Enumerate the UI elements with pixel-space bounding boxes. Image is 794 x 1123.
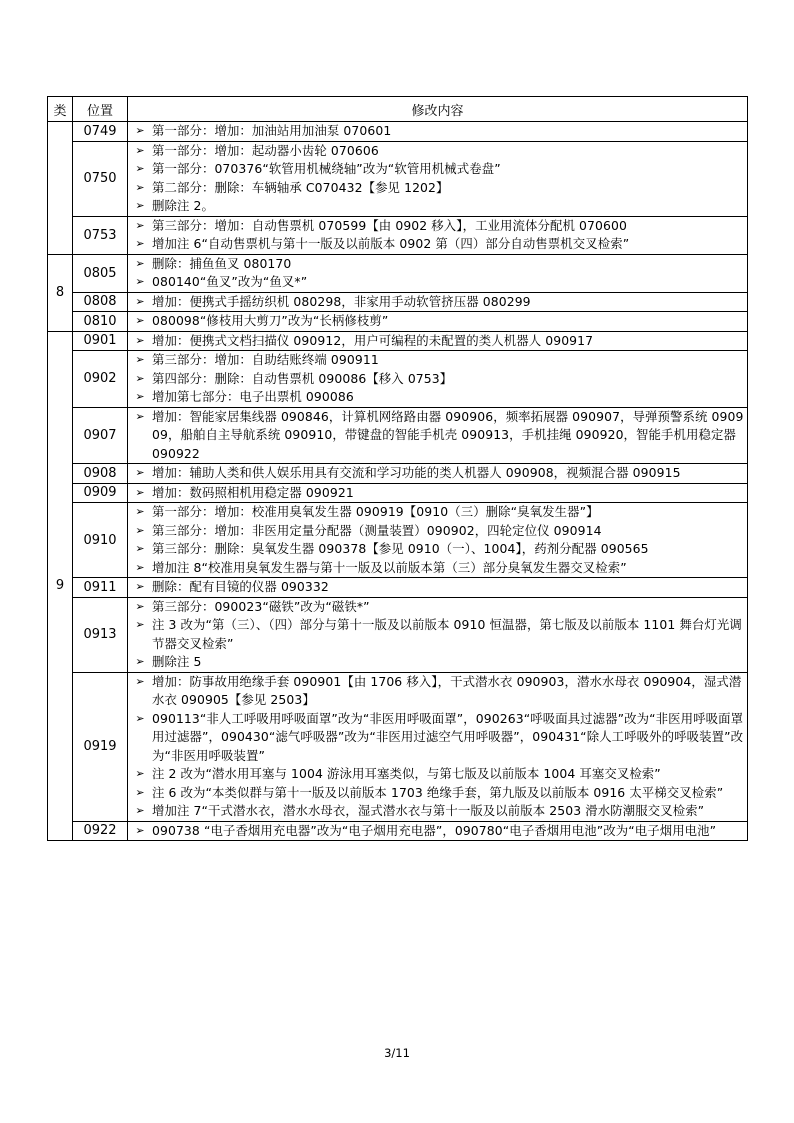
amendment-text: 增加：便携式文档扫描仪 090912，用户可编程的未配置的类人机器人 090917 (152, 332, 594, 348)
list-item (128, 653, 747, 672)
amendment-text: 第三部分：删除：臭氧发生器 090378【参见 0910（一）、1004】，药剂分配器 090565 (152, 541, 649, 556)
position-cell: 0913 (73, 597, 128, 672)
position-cell: 0911 (73, 578, 128, 598)
table-row (48, 503, 748, 578)
position-cell: 0753 (73, 216, 128, 254)
content-cell (128, 821, 748, 841)
content-cell (128, 254, 748, 292)
amendment-text: 增加：智能家居集线器 090846，计算机网络路由器 090906，频率拓展器 090907，导弹预警系统 090909，船舶自主导航系统 090910，带键盘的智能手机壳 090913，手机挂绳 090920，智能手机用稳定器 090922 (152, 408, 744, 461)
table-row (48, 141, 748, 216)
header-position: 位置 (73, 97, 128, 122)
content-cell (128, 351, 748, 408)
list-item (128, 388, 747, 407)
class-number-cell (48, 122, 73, 255)
amendment-text: 第四部分：删除：自动售票机 090086【移入 0753】 (152, 370, 453, 386)
table-row (48, 351, 748, 408)
list-item (128, 503, 747, 522)
list-item (128, 598, 747, 617)
amendment-text: 增加：防事故用绝缘手套 090901【由 1706 移入】，干式潜水衣 090903，潜水水母衣 090904，湿式潜水衣 090905【参见 2503】 (152, 673, 742, 707)
list-item (128, 802, 747, 821)
arrow-bullet-icon: ➢ (135, 143, 145, 157)
amendment-text: 注 6 改为“本类似群与第十一版及以前版本 1703 绝缘手套，第九版及以前版本 0916 太平梯交叉检索” (152, 784, 724, 800)
list-item (128, 616, 747, 653)
list-item (128, 312, 747, 331)
table-row (48, 672, 748, 821)
amendment-text: 增加：数码照相机用稳定器 090921 (152, 484, 354, 500)
amendment-text: 090738 “电子香烟用充电器”改为“电子烟用充电器”，090780“电子香烟用电池”改为“电子烟用电池” (152, 822, 717, 838)
arrow-bullet-icon: ➢ (135, 256, 145, 270)
list-item (128, 179, 747, 198)
arrow-bullet-icon: ➢ (135, 804, 145, 817)
content-cell (128, 597, 748, 672)
list-item (128, 351, 747, 370)
amendment-text: 第三部分：增加：自助结账终端 090911 (152, 352, 379, 367)
list-item (128, 559, 747, 578)
position-cell: 0902 (73, 351, 128, 408)
content-cell (128, 141, 748, 216)
arrow-bullet-icon: ➢ (135, 294, 145, 308)
amendment-text: 删除：配有目镜的仪器 090332 (152, 579, 329, 594)
amendment-text: 增加：便携式手摇纺织机 080298，非家用手动软管挤压器 080299 (152, 293, 531, 309)
arrow-bullet-icon: ➢ (135, 237, 145, 250)
arrow-bullet-icon: ➢ (135, 823, 145, 837)
position-cell: 0919 (73, 672, 128, 821)
list-item (128, 765, 747, 784)
class-number-cell: 9 (48, 331, 73, 841)
list-item (128, 142, 747, 161)
list-item (128, 160, 747, 179)
list-item (128, 332, 747, 351)
table-row (48, 464, 748, 484)
amendment-text: 增加注 6“自动售票机与第十一版及以前版本 0902 第（四）部分自动售票机交叉检索” (152, 236, 630, 251)
amendment-text: 第三部分：090023“磁铁”改为“磁铁*” (152, 598, 370, 614)
table-row (48, 254, 748, 292)
amendment-text: 第一部分：070376“软管用机械绕轴”改为“软管用机械式卷盘” (152, 161, 501, 176)
arrow-bullet-icon: ➢ (135, 162, 145, 175)
table-header-row (48, 97, 748, 122)
arrow-bullet-icon: ➢ (135, 767, 145, 780)
amendment-text: 增加第七部分：电子出票机 090086 (152, 389, 354, 404)
amendment-text: 增加注 8“校准用臭氧发生器与第十一版及以前版本第（三）部分臭氧发生器交叉检索” (152, 559, 627, 575)
list-item (128, 710, 747, 766)
position-cell: 0922 (73, 821, 128, 841)
arrow-bullet-icon: ➢ (135, 580, 145, 593)
amendment-text: 删除：捕鱼鱼叉 080170 (152, 255, 292, 271)
content-cell (128, 503, 748, 578)
position-cell: 0901 (73, 331, 128, 351)
list-item (128, 122, 747, 141)
table-row (48, 597, 748, 672)
list-item (128, 273, 747, 292)
position-cell: 0750 (73, 141, 128, 216)
position-cell: 0910 (73, 503, 128, 578)
arrow-bullet-icon: ➢ (135, 711, 145, 725)
list-item (128, 673, 747, 710)
arrow-bullet-icon: ➢ (135, 218, 145, 232)
arrow-bullet-icon: ➢ (135, 785, 145, 799)
amendment-text: 090113“非人工呼吸用呼吸面罩”改为“非医用呼吸面罩”，090263“呼吸面具过滤器”改为“非医用呼吸面罩用过滤器”，090430“滤气呼吸器”改为“非医用过滤空气用呼吸器”，090431“除人工呼吸外的呼吸装置”改为“非医用呼吸装置” (152, 710, 744, 763)
list-item (128, 484, 747, 503)
list-item (128, 464, 747, 483)
content-cell (128, 578, 748, 598)
arrow-bullet-icon: ➢ (135, 599, 145, 613)
content-cell (128, 407, 748, 464)
amendment-text: 删除注 2。 (152, 198, 214, 213)
header-class: 类 (48, 97, 73, 122)
amendment-text: 第三部分：增加：自动售票机 070599【由 0902 移入】，工业用流体分配机 070600 (152, 217, 627, 233)
table-row (48, 821, 748, 841)
table-body (48, 122, 748, 841)
amendment-table (47, 96, 748, 841)
list-item (128, 522, 747, 541)
amendment-text: 删除注 5 (152, 654, 202, 669)
amendment-text: 第二部分：删除：车辆轴承 C070432【参见 1202】 (152, 179, 449, 195)
list-item (128, 784, 747, 803)
table-row (48, 331, 748, 351)
table-row (48, 216, 748, 254)
amendment-text: 注 2 改为“潜水用耳塞与 1004 游泳用耳塞类似，与第七版及以前版本 1004 耳塞交叉检索” (152, 766, 661, 781)
position-cell: 0909 (73, 483, 128, 503)
list-item (128, 217, 747, 236)
arrow-bullet-icon: ➢ (135, 523, 145, 537)
amendment-text: 080140“鱼叉”改为“鱼叉*” (152, 274, 308, 289)
position-cell: 0805 (73, 254, 128, 292)
position-cell: 0810 (73, 312, 128, 332)
list-item (128, 540, 747, 559)
arrow-bullet-icon: ➢ (135, 409, 145, 423)
content-cell (128, 216, 748, 254)
content-cell (128, 464, 748, 484)
table-row (48, 483, 748, 503)
arrow-bullet-icon: ➢ (135, 542, 145, 555)
arrow-bullet-icon: ➢ (135, 371, 145, 385)
amendment-text: 增加：辅助人类和供人娱乐用具有交流和学习功能的类人机器人 090908，视频混合器 090915 (152, 465, 681, 480)
arrow-bullet-icon: ➢ (135, 275, 145, 288)
arrow-bullet-icon: ➢ (135, 618, 145, 631)
header-content: 修改内容 (128, 97, 748, 122)
arrow-bullet-icon: ➢ (135, 314, 145, 327)
amendment-text: 第一部分：增加：加油站用加油泵 070601 (152, 123, 392, 138)
table-row (48, 407, 748, 464)
arrow-bullet-icon: ➢ (135, 124, 145, 137)
position-cell: 0908 (73, 464, 128, 484)
arrow-bullet-icon: ➢ (135, 390, 145, 403)
arrow-bullet-icon: ➢ (135, 505, 145, 518)
position-cell: 0808 (73, 292, 128, 312)
position-cell: 0749 (73, 122, 128, 142)
list-item (128, 822, 747, 841)
arrow-bullet-icon: ➢ (135, 485, 145, 499)
arrow-bullet-icon: ➢ (135, 560, 145, 574)
content-cell (128, 292, 748, 312)
arrow-bullet-icon: ➢ (135, 333, 145, 347)
arrow-bullet-icon: ➢ (135, 466, 145, 479)
amendment-text: 第三部分：增加：非医用定量分配器（测量装置）090902，四轮定位仪 090914 (152, 522, 602, 538)
list-item (128, 255, 747, 274)
content-cell (128, 312, 748, 332)
amendment-text: 增加注 7“干式潜水衣，潜水水母衣，湿式潜水衣与第十一版及以前版本 2503 滑水防潮服交叉检索” (152, 803, 705, 818)
arrow-bullet-icon: ➢ (135, 655, 145, 668)
arrow-bullet-icon: ➢ (135, 199, 145, 212)
table-row (48, 578, 748, 598)
list-item (128, 293, 747, 312)
content-cell (128, 672, 748, 821)
content-cell (128, 483, 748, 503)
list-item (128, 197, 747, 216)
arrow-bullet-icon: ➢ (135, 180, 145, 194)
arrow-bullet-icon: ➢ (135, 674, 145, 688)
content-cell (128, 331, 748, 351)
list-item (128, 235, 747, 254)
content-cell (128, 122, 748, 142)
class-number-cell: 8 (48, 254, 73, 331)
arrow-bullet-icon: ➢ (135, 353, 145, 366)
amendment-text: 080098“修枝用大剪刀”改为“长柄修枝剪” (152, 313, 389, 328)
list-item (128, 408, 747, 464)
amendment-text: 注 3 改为“第（三）、（四）部分与第十一版及以前版本 0910 恒温器，第七版及以前版本 1101 舞台灯光调节器交叉检索” (152, 617, 742, 651)
amendment-text: 第一部分：增加：起动器小齿轮 070606 (152, 142, 379, 158)
table-row (48, 122, 748, 142)
table-row (48, 312, 748, 332)
list-item (128, 578, 747, 597)
amendment-text: 第一部分：增加：校准用臭氧发生器 090919【0910（三）删除“臭氧发生器”】 (152, 504, 599, 519)
table-row (48, 292, 748, 312)
position-cell: 0907 (73, 407, 128, 464)
list-item (128, 370, 747, 389)
page-number: 3/11 (384, 1046, 410, 1060)
